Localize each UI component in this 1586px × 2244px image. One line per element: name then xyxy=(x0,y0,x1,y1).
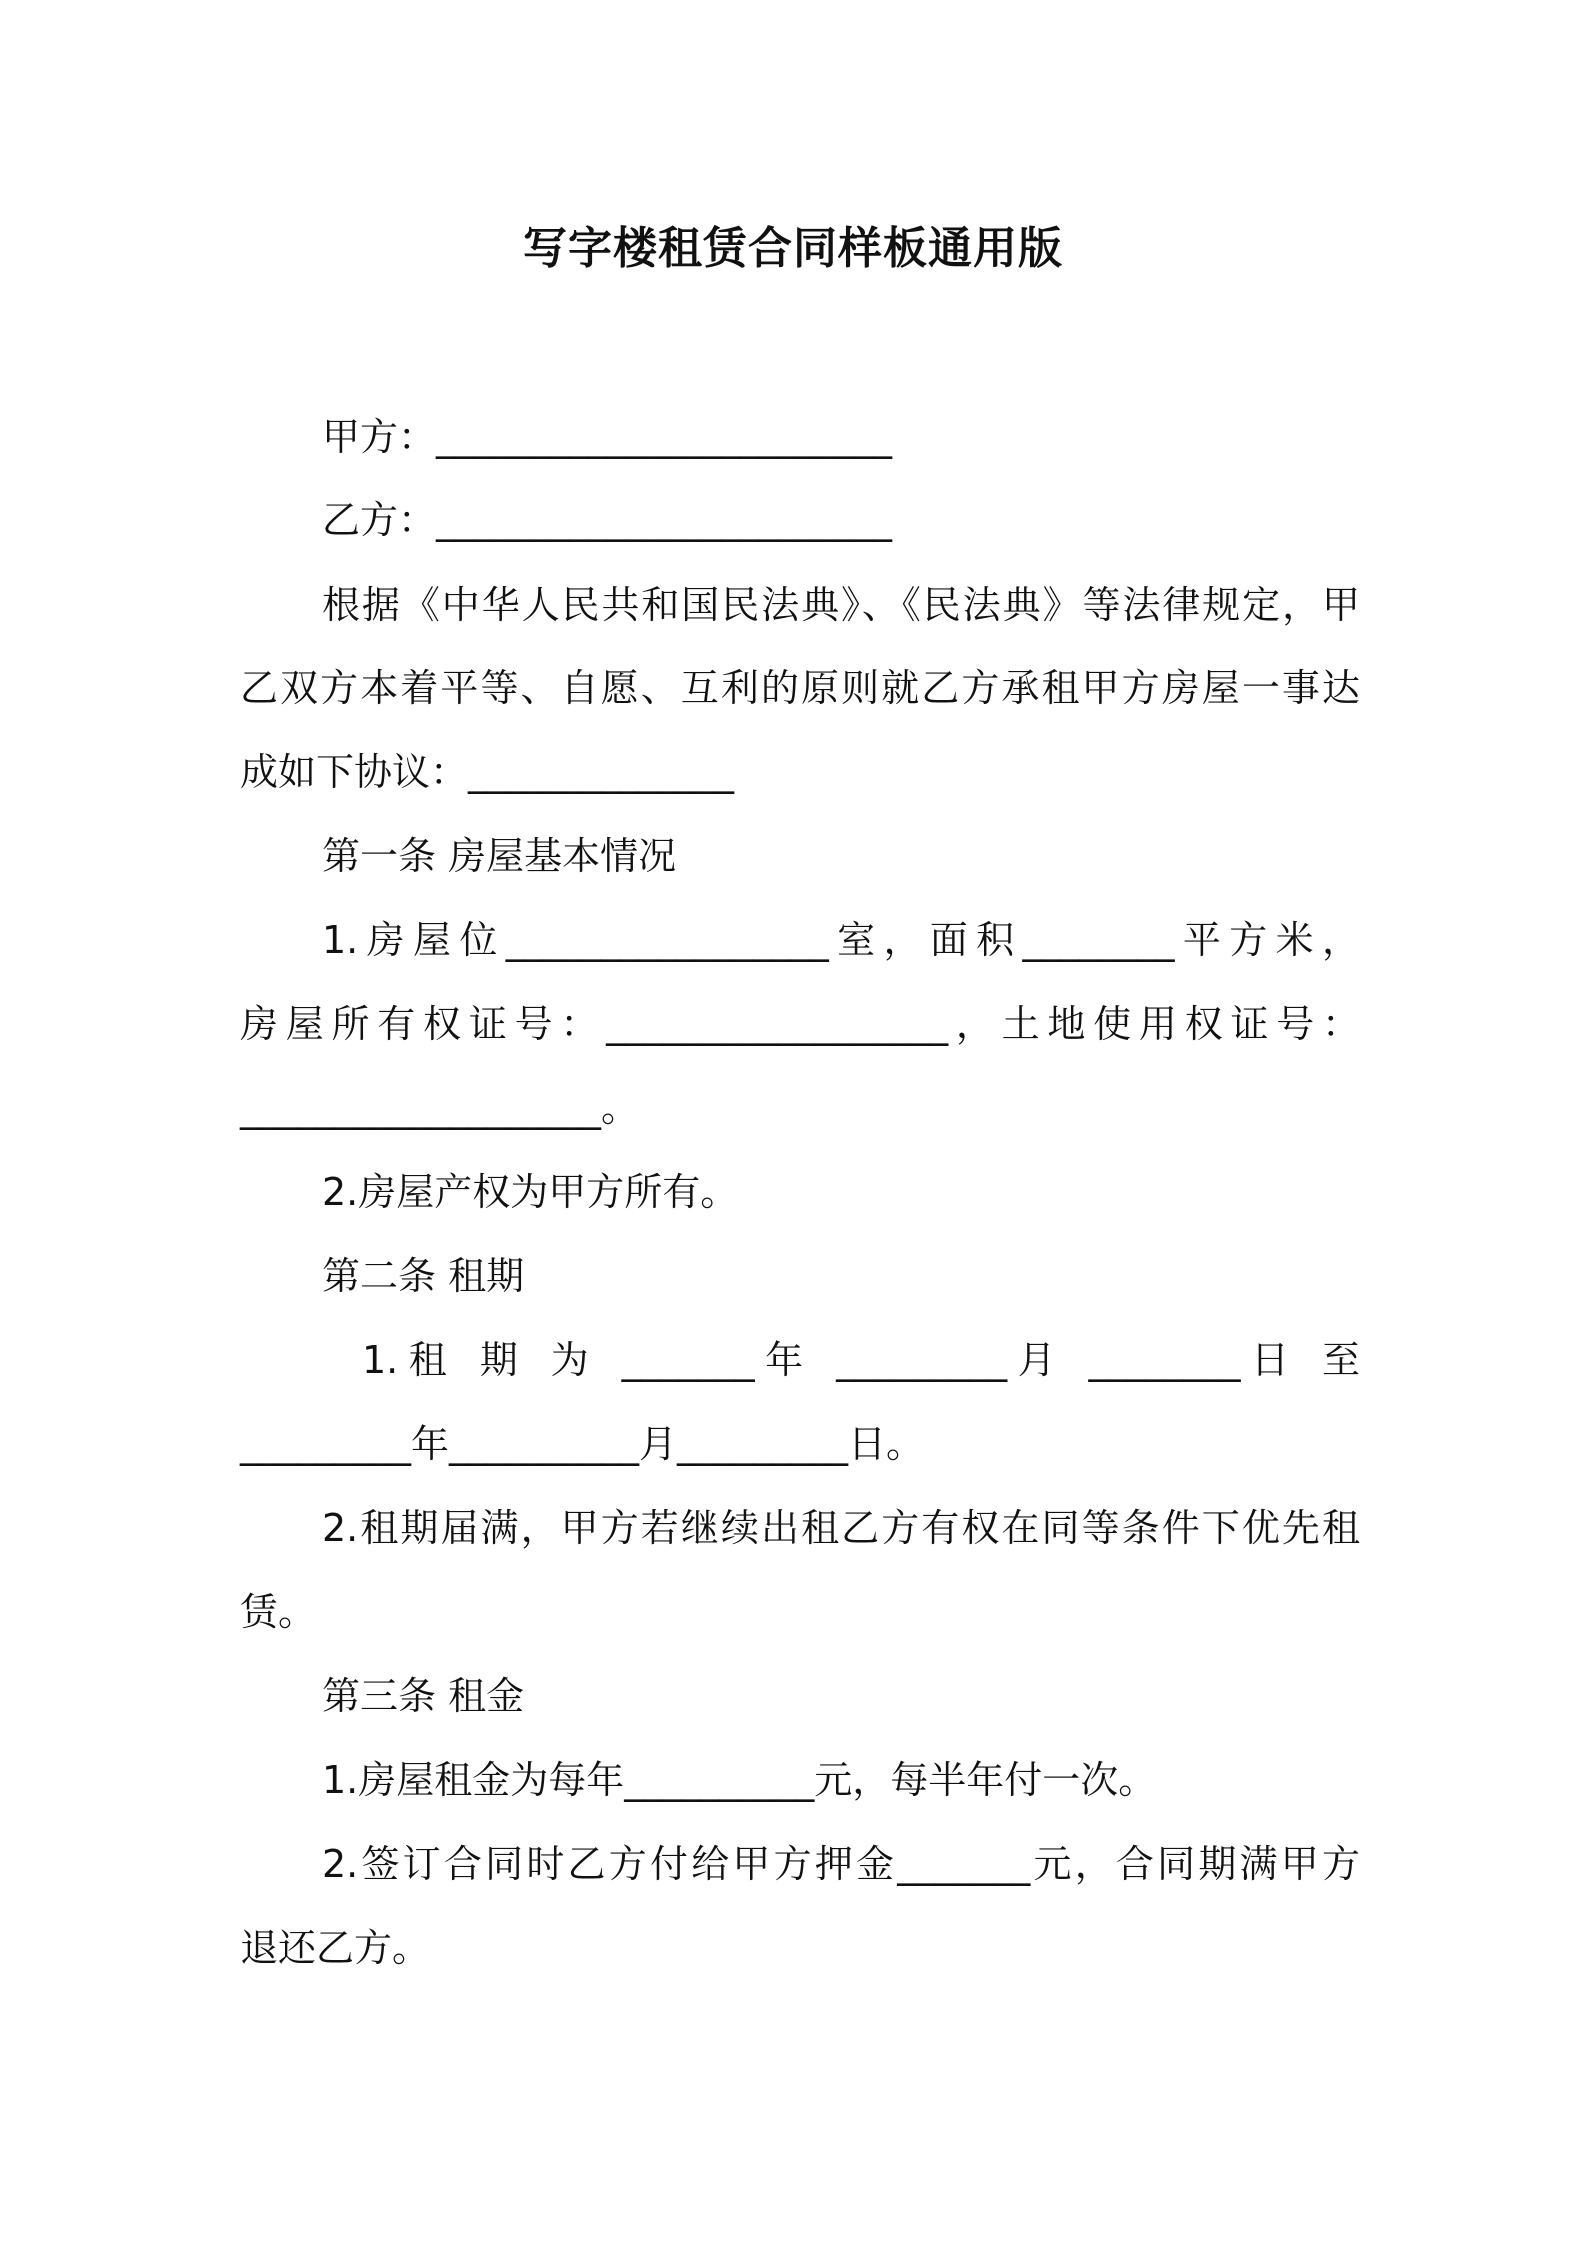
article-2-heading: 第二条 租期 xyxy=(322,1254,525,1298)
article-2-item-1-line-1: 1.租 期 为 _______年 _________月 ________日 至 xyxy=(362,1338,1360,1382)
preamble-line-3: 成如下协议：______________ xyxy=(240,750,735,794)
article-3-item-2-line-1: 2.签订合同时乙方付给甲方押金_______元，合同期满甲方 xyxy=(322,1842,1360,1886)
preamble-line-1: 根据《中华人民共和国民法典》、《民法典》等法律规定，甲 xyxy=(322,583,1360,627)
article-1-item-1-line-2: 房屋所有权证号：__________________，土地使用权证号： xyxy=(240,1002,1360,1046)
article-3-item-2-line-2: 退还乙方。 xyxy=(240,1926,431,1970)
document-title: 写字楼租赁合同样板通用版 xyxy=(523,223,1063,274)
article-2-item-2-line-1: 2.租期届满，甲方若继续出租乙方有权在同等条件下优先租 xyxy=(322,1506,1360,1550)
article-1-item-2: 2.房屋产权为甲方所有。 xyxy=(322,1170,739,1214)
article-2-item-2-line-2: 赁。 xyxy=(240,1590,317,1634)
preamble-line-2: 乙双方本着平等、自愿、互利的原则就乙方承租甲方房屋一事达 xyxy=(240,666,1360,710)
party-a-line: 甲方：________________________ xyxy=(322,415,893,459)
article-1-heading: 第一条 房屋基本情况 xyxy=(322,834,677,878)
article-1-item-1-line-3: ___________________。 xyxy=(240,1086,640,1130)
party-b-line: 乙方：________________________ xyxy=(322,498,893,542)
article-3-item-1: 1.房屋租金为每年__________元，每半年付一次。 xyxy=(322,1758,1157,1802)
article-3-heading: 第三条 租金 xyxy=(322,1674,525,1718)
article-2-item-1-line-2: _________年__________月_________日。 xyxy=(240,1422,925,1466)
article-1-item-1-line-1: 1.房屋位_________________室，面积________平方米， xyxy=(322,918,1360,962)
